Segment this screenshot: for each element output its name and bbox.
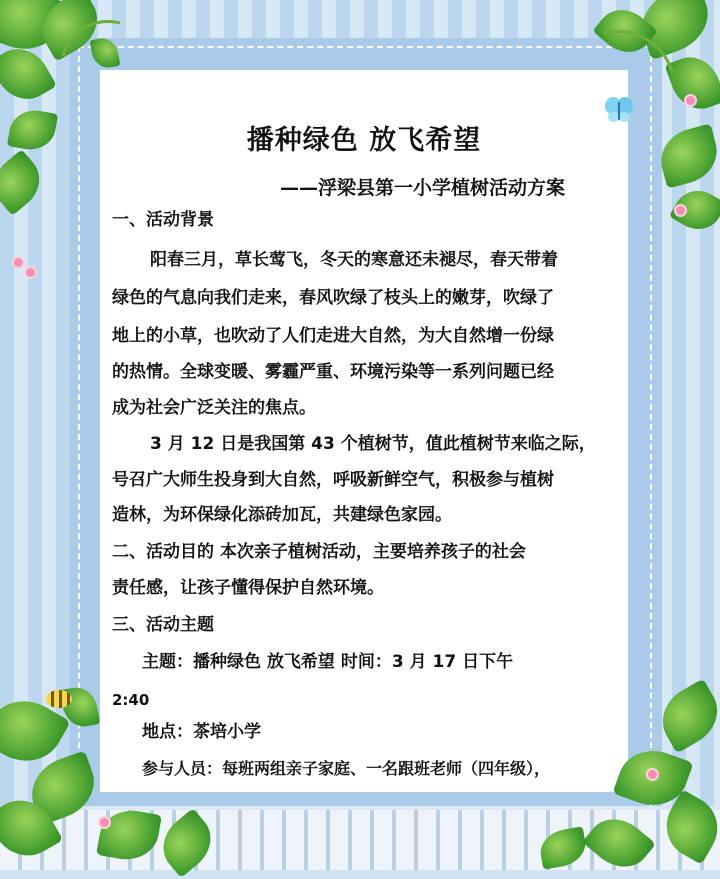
paragraph-line: 造林，为环保绿化添砖加瓦，共建绿色家园。: [112, 505, 452, 525]
paragraph-line: 地点：茶培小学: [142, 722, 261, 742]
flower-icon: [14, 258, 23, 267]
section-heading: 二、活动目的 本次亲子植树活动，主要培养孩子的社会: [112, 542, 526, 562]
paragraph-line: 地上的小草，也吹动了人们走进大自然，为大自然增一份绿: [112, 326, 554, 346]
flower-icon: [676, 206, 685, 215]
section-heading: 一、活动背景: [112, 210, 214, 230]
flower-icon: [686, 96, 695, 105]
bee-icon: [46, 690, 72, 708]
paragraph-line: 3 月 12 日是我国第 43 个植树节，值此植树节来临之际，: [150, 434, 596, 454]
paragraph-line: 参与人员：每班两组亲子家庭、一名跟班老师（四年级），: [142, 759, 551, 778]
doc-title: 播种绿色 放飞希望: [246, 125, 482, 156]
paragraph-line: 成为社会广泛关注的焦点。: [112, 398, 316, 418]
paragraph-line: 2:40: [112, 691, 150, 709]
flower-icon: [26, 268, 35, 277]
doc-subtitle: ——浮梁县第一小学植树活动方案: [280, 177, 566, 199]
paragraph-line: 阳春三月，草长莺飞，冬天的寒意还未褪尽，春天带着: [150, 250, 558, 270]
section-heading: 三、活动主题: [112, 615, 214, 635]
paragraph-line: 责任感，让孩子懂得保护自然环境。: [112, 578, 384, 598]
paragraph-line: 主题：播种绿色 放飞希望 时间：3 月 17 日下午: [142, 652, 514, 672]
paragraph-line: 的热情。全球变暖、雾霾严重、环境污染等一系列问题已经: [112, 362, 554, 382]
paragraph-line: 号召广大师生投身到大自然，呼吸新鲜空气，积极参与植树: [112, 470, 554, 490]
paragraph-line: 绿色的气息向我们走来，春风吹绿了枝头上的嫩芽，吹绿了: [112, 288, 554, 308]
flower-icon: [100, 818, 109, 827]
flower-icon: [648, 770, 657, 779]
